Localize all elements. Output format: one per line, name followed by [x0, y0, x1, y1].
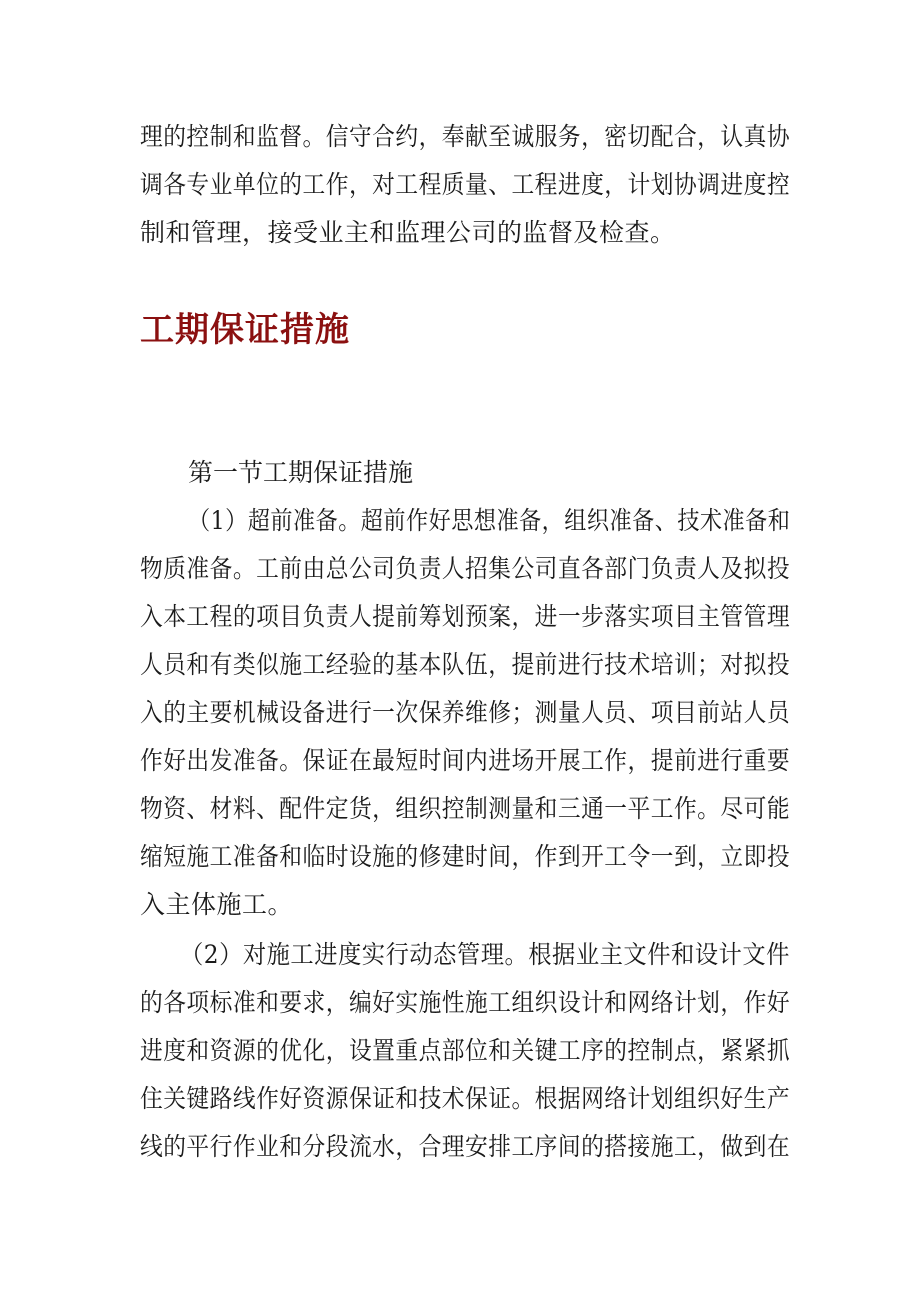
intro-line-2: 调各专业单位的工作，对工程质量、工程进度，计划协调进度控 — [140, 170, 791, 199]
para1-line-3: 入本工程的项目负责人提前筹划预案，进一步落实项目主管管理 — [140, 602, 791, 631]
para2-line-5: 线的平行作业和分段流水，合理安排工序间的搭接施工，做到在 — [140, 1132, 791, 1161]
intro-line-3: 制和管理，接受业主和监理公司的监督及检查。 — [140, 218, 676, 247]
para2-line-2: 的各项标准和要求，编好实施性施工组织设计和网络计划，作好 — [140, 988, 791, 1017]
para1-line-2: 物质准备。工前由总公司负责人招集公司直各部门负责人及拟投 — [140, 554, 791, 583]
subsection-title: 第一节工期保证措施 — [188, 458, 414, 487]
para1-line-9: 入主体施工。 — [140, 890, 294, 919]
para1-line-8: 缩短施工准备和临时设施的修建时间，作到开工令一到，立即投 — [140, 842, 791, 871]
para1-line-5: 入的主要机械设备进行一次保养维修；测量人员、项目前站人员 — [140, 698, 791, 727]
para1-line-1: （1）超前准备。超前作好思想准备，组织准备、技术准备和 — [188, 506, 791, 535]
para1-line-6: 作好出发准备。保证在最短时间内进场开展工作，提前进行重要 — [140, 746, 791, 775]
para2-line-4: 住关键路线作好资源保证和技术保证。根据网络计划组织好生产 — [140, 1084, 791, 1113]
para2-line-3: 进度和资源的优化，设置重点部位和关键工序的控制点，紧紧抓 — [140, 1036, 791, 1065]
para2-line-1: （2）对施工进度实行动态管理。根据业主文件和设计文件 — [180, 940, 790, 969]
para1-line-7: 物资、材料、配件定货，组织控制测量和三通一平工作。尽可能 — [140, 794, 791, 823]
para1-line-4: 人员和有类似施工经验的基本队伍，提前进行技术培训；对拟投 — [140, 650, 791, 679]
section-heading: 工期保证措施 — [140, 310, 350, 350]
intro-line-1: 理的控制和监督。信守合约，奉献至诚服务，密切配合，认真协 — [140, 122, 791, 151]
